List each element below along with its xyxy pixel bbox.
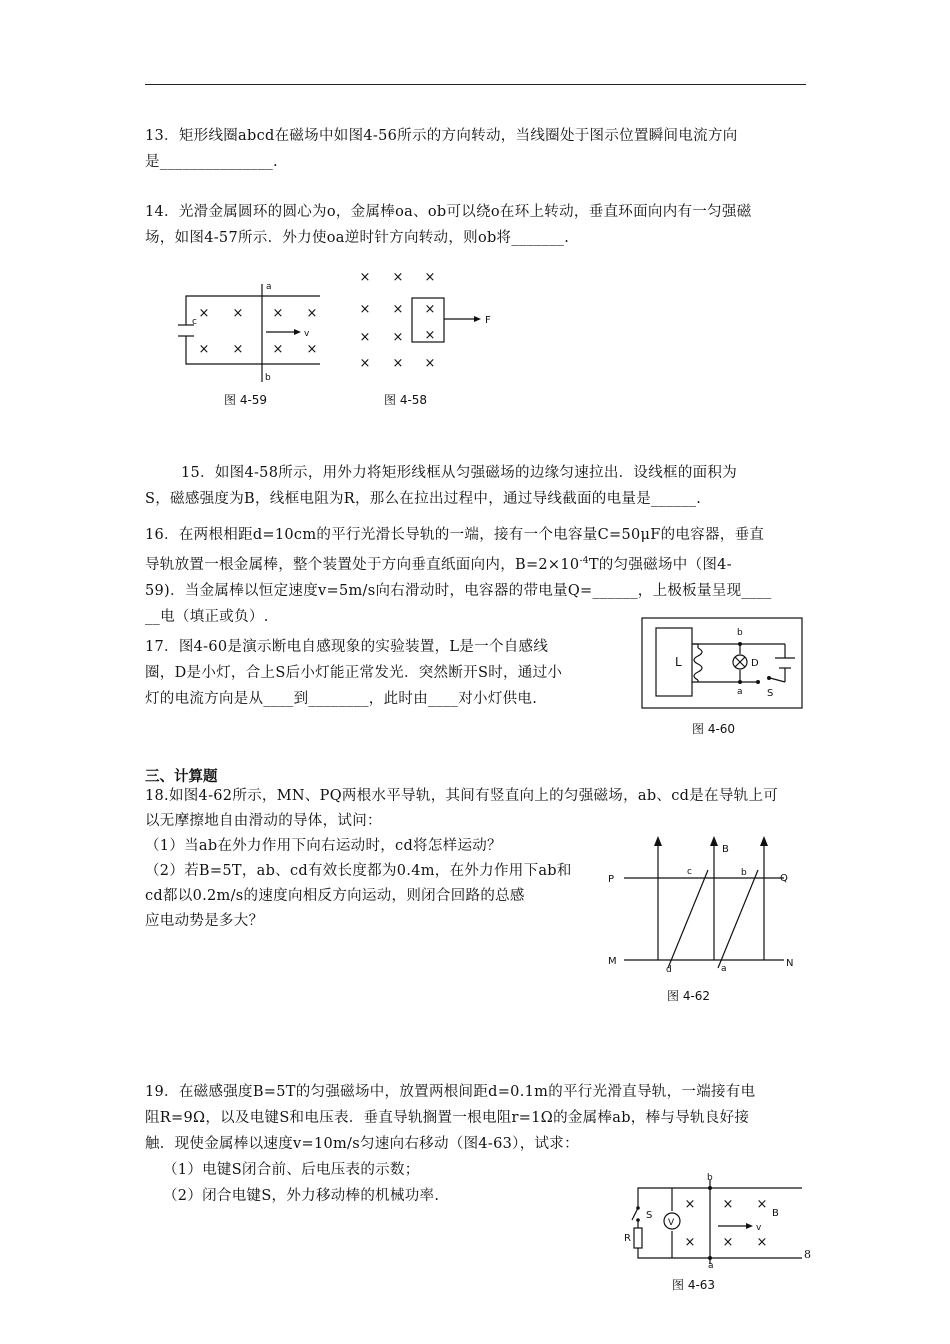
field-cross: ×: [756, 1235, 768, 1250]
label-a: a: [708, 1261, 714, 1271]
field-cross: ×: [359, 270, 371, 285]
label-b: b: [707, 1173, 713, 1183]
label-a: a: [721, 964, 727, 974]
question-19-line-1: 19．在磁感强度B=5T的匀强磁场中，放置两根间距d=0.1m的平行光滑直导轨，一端接有电: [145, 1084, 756, 1100]
label-B: B: [722, 844, 729, 855]
superscript: -4: [579, 556, 589, 566]
figure-4-62: [604, 834, 804, 978]
question-18-line-5: cd都以0.2m/s的速度向相反方向运动，则闭合回路的总感: [145, 888, 525, 904]
question-19-line-4: （1）电键S闭合前、后电压表的示数；: [163, 1162, 420, 1178]
question-13: [145, 123, 738, 175]
field-cross: ×: [756, 1197, 768, 1212]
field-cross: ×: [232, 342, 244, 357]
question-17: [145, 634, 562, 712]
field-cross: ×: [722, 1235, 734, 1250]
velocity-arrow-icon: [746, 1223, 753, 1229]
question-13-line-1: 13．矩形线圈abcd在磁场中如图4-56所示的方向转动，当线圈处于图示位置瞬间电流方向: [145, 128, 738, 144]
question-16: [145, 522, 772, 630]
question-15: [145, 460, 737, 512]
figure-4-63-caption: 图 4-63: [672, 1278, 716, 1292]
figure-4-63: [622, 1168, 812, 1271]
field-cross: ×: [392, 270, 404, 285]
field-arrow-icon: [760, 836, 768, 846]
label-a: a: [266, 282, 272, 292]
field-cross: ×: [392, 356, 404, 371]
question-19-line-3: 触．现使金属棒以速度v=10m/s匀速向右移动（图4-63），试求：: [145, 1136, 579, 1152]
figure-4-59: [170, 278, 340, 386]
question-16-line-2: [145, 548, 772, 578]
field-cross: ×: [232, 306, 244, 321]
label-d: d: [666, 965, 672, 975]
label-V: V: [668, 1218, 675, 1228]
question-14: [145, 199, 752, 251]
field-cross: ×: [198, 342, 210, 357]
figure-4-59-caption: 图 4-59: [224, 393, 268, 407]
field-cross: ×: [306, 306, 318, 321]
label-a: a: [737, 687, 743, 697]
field-cross: ×: [392, 330, 404, 345]
label-v: v: [304, 329, 310, 339]
question-15-line-2: S，磁感强度为B，线框电阻为R，那么在拉出过程中，通过导线截面的电量是______.: [145, 491, 702, 507]
velocity-arrow-icon: [294, 329, 301, 335]
question-18-line-1: 18.如图4-62所示，MN、PQ两根水平导轨，其间有竖直向上的匀强磁场，ab、cd是在导轨上可: [145, 788, 779, 804]
field-cross: ×: [424, 302, 436, 317]
label-b: b: [741, 868, 747, 878]
question-17-line-3: 灯的电流方向是从____到________，此时由____对小灯供电.: [145, 691, 538, 707]
label-v: v: [756, 1223, 762, 1233]
label-c: c: [687, 867, 692, 877]
question-19-line-5: （2）闭合电键S，外力移动棒的机械功率.: [163, 1188, 440, 1204]
question-14-line-2: 场，如图4-57所示．外力使oa逆时针方向转动，则ob将_______.: [145, 230, 570, 246]
question-18-line-3: （1）当ab在外力作用下向右运动时，cd将怎样运动？: [145, 838, 502, 854]
question-16-line-1: 16．在两根相距d=10cm的平行光滑长导轨的一端，接有一个电容量C=50μF的电容器，垂直: [145, 527, 765, 543]
field-cross: ×: [424, 356, 436, 371]
field-cross: ×: [359, 330, 371, 345]
page-number: 8: [804, 1248, 811, 1261]
question-16-line-4: __电（填正或负）.: [145, 608, 269, 625]
label-b: b: [737, 628, 743, 638]
question-16-line-2a: 导轨放置一根金属棒，整个装置处于方向垂直纸面向内，B=2×10: [145, 556, 580, 573]
label-Q: Q: [780, 873, 788, 884]
figure-4-60-caption: 图 4-60: [692, 722, 736, 736]
label-N: N: [786, 958, 794, 969]
field-cross: ×: [359, 302, 371, 317]
field-arrow-icon: [710, 836, 718, 846]
label-S: S: [767, 688, 774, 699]
field-cross: ×: [424, 270, 436, 285]
label-M: M: [608, 956, 617, 967]
label-P: P: [608, 874, 615, 885]
question-15-line-1: 15．如图4-58所示，用外力将矩形线框从匀强磁场的边缘匀速拉出．设线框的面积为: [181, 465, 738, 481]
label-F: F: [485, 315, 491, 326]
figure-4-58: [350, 266, 500, 378]
label-S: S: [646, 1210, 653, 1221]
field-cross: ×: [392, 302, 404, 317]
label-B: B: [772, 1208, 779, 1219]
label-R: R: [624, 1233, 631, 1244]
field-cross: ×: [272, 306, 284, 321]
question-18-line-6: 应电动势是多大？: [145, 913, 264, 929]
field-cross: ×: [684, 1197, 696, 1212]
field-cross: ×: [306, 342, 318, 357]
section-title: 三、计算题: [145, 769, 218, 785]
label-c: c: [192, 317, 197, 327]
label-L: L: [675, 655, 682, 669]
figure-4-58-caption: 图 4-58: [384, 393, 428, 407]
label-D: D: [751, 658, 759, 669]
question-17-line-1: 17．图4-60是演示断电自感现象的实验装置，L是一个自感线: [145, 639, 549, 655]
field-arrow-icon: [654, 836, 662, 846]
figure-4-62-caption: 图 4-62: [667, 989, 711, 1003]
question-18-line-2: 以无摩擦地自由滑动的导体，试问：: [145, 813, 382, 829]
question-19-line-2: 阻R=9Ω，以及电键S和电压表．垂直导轨搁置一根电阻r=1Ω的金属棒ab，棒与导轨良好接: [145, 1110, 750, 1126]
question-18-line-4: （2）若B=5T，ab、cd有效长度都为0.4m，在外力作用下ab和: [145, 863, 572, 879]
coil-icon: [694, 648, 702, 680]
label-b: b: [265, 373, 271, 383]
field-cross: ×: [684, 1235, 696, 1250]
field-cross: ×: [359, 356, 371, 371]
question-17-line-2: 圈，D是小灯，合上S后小灯能正常发光．突然断开S时，通过小: [145, 665, 563, 681]
force-arrow-icon: [474, 316, 481, 322]
question-16-line-3: 59)．当金属棒以恒定速度v=5m/s向右滑动时，电容器的带电量Q=______，上极板量呈现____: [145, 582, 772, 599]
field-cross: ×: [272, 342, 284, 357]
question-14-line-1: 14．光滑金属圆环的圆心为o，金属棒oa、ob可以绕o在环上转动，垂直环面向内有一匀强磁: [145, 204, 752, 220]
question-16-line-2b: T的匀强磁场中（图4-: [588, 556, 732, 573]
field-cross: ×: [198, 306, 210, 321]
figure-4-60: [640, 616, 810, 716]
header-rule: [145, 84, 806, 85]
field-cross: ×: [424, 328, 436, 343]
field-cross: ×: [722, 1197, 734, 1212]
question-13-line-2: 是_______________.: [145, 154, 278, 170]
